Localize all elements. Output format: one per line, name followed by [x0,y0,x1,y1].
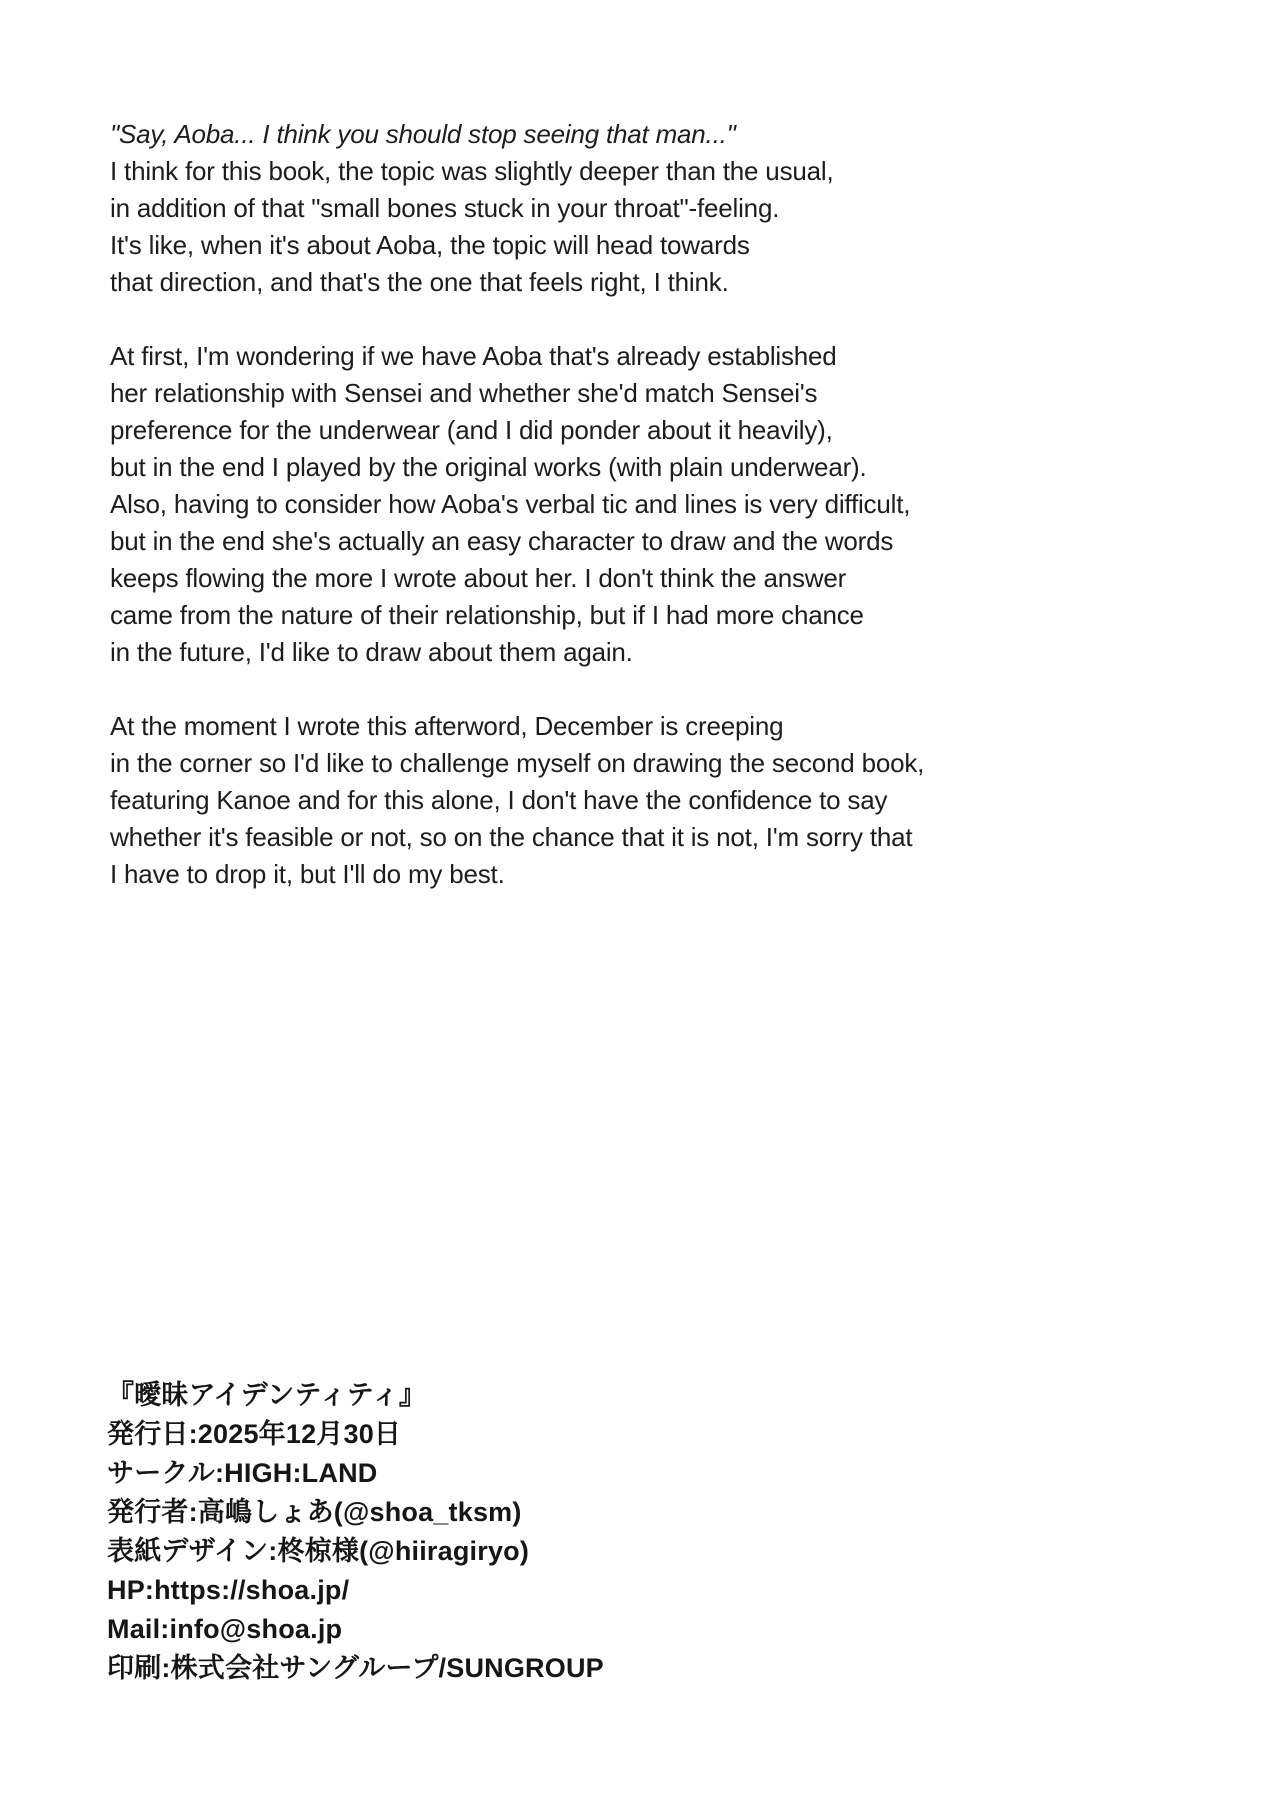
afterword-line: her relationship with Sensei and whether she'd match Sensei's [110,378,818,408]
colophon-homepage: HP:https://shoa.jp/ [107,1575,350,1605]
afterword-line: Also, having to consider how Aoba's verbal tic and lines is very difficult, [110,489,911,519]
afterword-line: At first, I'm wondering if we have Aoba that's already established [110,341,837,371]
afterword-line: but in the end she's actually an easy character to draw and the words [110,526,894,556]
colophon-mail: Mail:info@shoa.jp [107,1614,343,1644]
colophon-circle: サークル:HIGH:LAND [107,1458,378,1488]
afterword-paragraph-2 [110,338,1190,671]
colophon [107,1376,604,1688]
afterword-line: preference for the underwear (and I did ponder about it heavily), [110,415,833,445]
afterword-line: I think for this book, the topic was slightly deeper than the usual, [110,156,834,186]
colophon-publication-date: 発行日:2025年12月30日 [107,1419,402,1449]
colophon-printer: 印刷:株式会社サングループ/SUNGROUP [107,1653,604,1683]
quote-line: "Say, Aoba... I think you should stop seeing that man..." [110,119,736,149]
colophon-publisher: 発行者:高嶋しょあ(@shoa_tksm) [107,1497,522,1527]
afterword-line: At the moment I wrote this afterword, December is creeping [110,711,784,741]
book-title: 『曖昧アイデンティティ』 [107,1380,427,1410]
afterword-line: that direction, and that's the one that feels right, I think. [110,267,729,297]
afterword-line: in the corner so I'd like to challenge myself on drawing the second book, [110,748,925,778]
afterword-line: whether it's feasible or not, so on the chance that it is not, I'm sorry that [110,822,913,852]
colophon-cover-design: 表紙デザイン:柊椋様(@hiiragiryo) [107,1536,530,1566]
afterword-line: in the future, I'd like to draw about them again. [110,637,633,667]
afterword-line: but in the end I played by the original works (with plain underwear). [110,452,867,482]
afterword-paragraph-1 [110,116,1190,301]
afterword-text [110,116,1190,893]
afterword-line: I have to drop it, but I'll do my best. [110,859,505,889]
afterword-line: It's like, when it's about Aoba, the topic will head towards [110,230,750,260]
afterword-line: came from the nature of their relationship, but if I had more chance [110,600,864,630]
afterword-line: in addition of that "small bones stuck in your throat"-feeling. [110,193,780,223]
afterword-paragraph-3 [110,708,1190,893]
afterword-line: featuring Kanoe and for this alone, I don't have the confidence to say [110,785,888,815]
afterword-line: keeps flowing the more I wrote about her. I don't think the answer [110,563,847,593]
